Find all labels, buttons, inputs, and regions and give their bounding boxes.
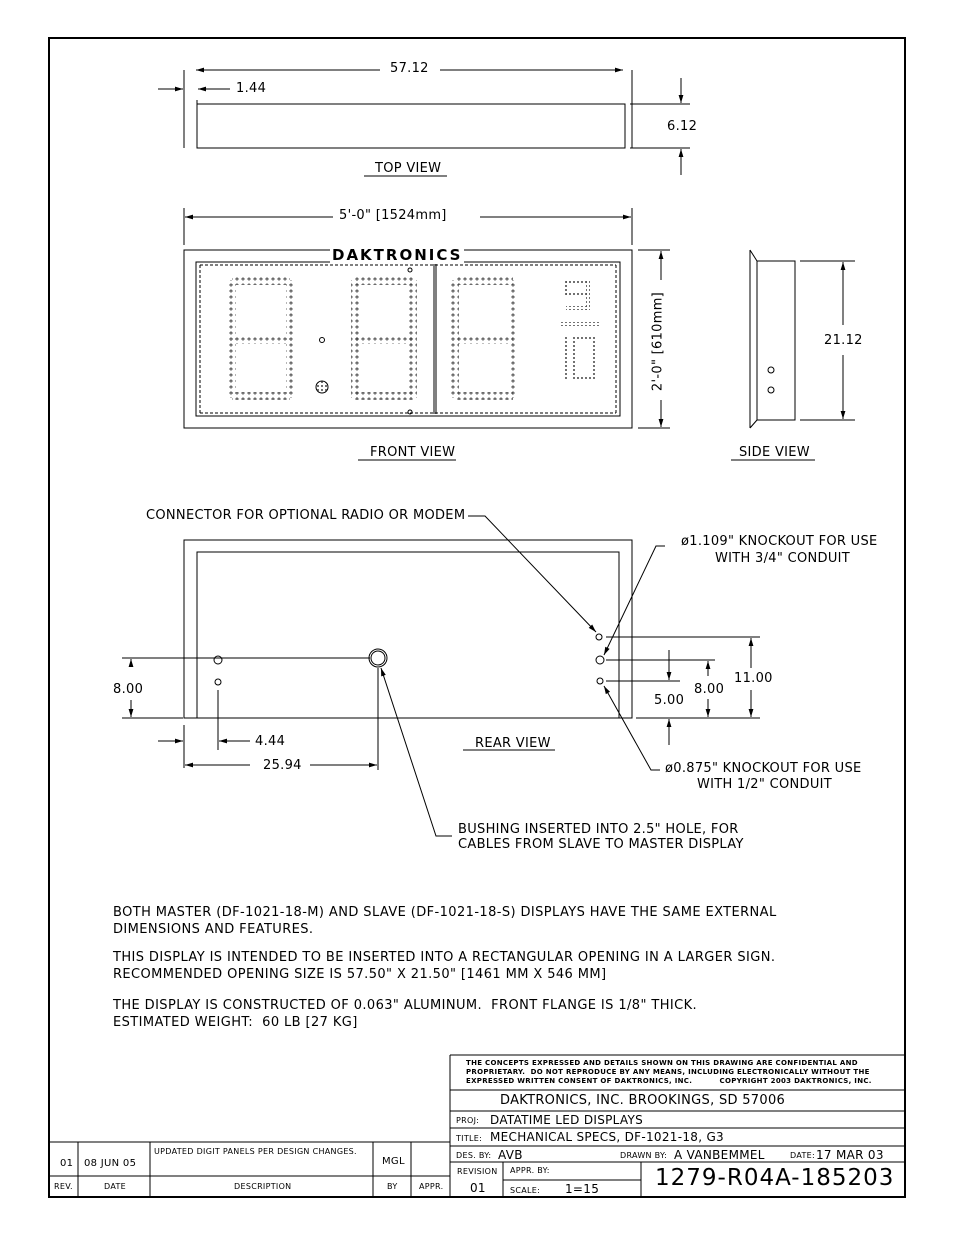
rear-bushing-x-dim: 25.94 xyxy=(263,758,302,773)
revision-row-by: MGL xyxy=(382,1156,405,1167)
revision-row-description: UPDATED DIGIT PANELS PER DESIGN CHANGES. xyxy=(154,1147,357,1156)
revision-row-rev: 01 xyxy=(60,1158,74,1169)
brand-logo: DAKTRONICS xyxy=(332,246,463,264)
rear-right-5-dim: 5.00 xyxy=(654,693,685,708)
drawn-by: A VANBEMMEL xyxy=(674,1148,765,1162)
front-view-height-dim: 2'-0" [610mm] xyxy=(650,291,666,392)
top-view-width-dim: 57.12 xyxy=(390,61,429,76)
des-by-label: DES. BY: xyxy=(456,1151,492,1160)
drawing-title: MECHANICAL SPECS, DF-1021-18, G3 xyxy=(490,1130,724,1144)
title-label: TITLE: xyxy=(456,1134,483,1143)
callout-knockout-small-line2: WITH 1/2" CONDUIT xyxy=(697,777,833,792)
rear-left-height-dim: 8.00 xyxy=(113,682,144,697)
company-name: DAKTRONICS, INC. BROOKINGS, SD 57006 xyxy=(500,1093,786,1108)
callout-connector: CONNECTOR FOR OPTIONAL RADIO OR MODEM xyxy=(146,508,466,523)
revision-header-by: BY xyxy=(387,1182,398,1191)
top-view-depth-dim: 6.12 xyxy=(667,119,698,134)
rear-right-8-dim: 8.00 xyxy=(694,682,725,697)
note-3: THE DISPLAY IS CONSTRUCTED OF 0.063" ALUMINUM. FRONT FLANGE IS 1/8" THICK. ESTIMATED WEIGHT: 60 LB [27 KG] xyxy=(113,998,698,1030)
note-1: BOTH MASTER (DF-1021-18-M) AND SLAVE (DF-1021-18-S) DISPLAYS HAVE THE SAME EXTERNAL DIMENSIONS AND FEATURES. xyxy=(113,905,777,937)
front-view-label: FRONT VIEW xyxy=(370,445,456,460)
drawing-number: 1279-R04A-185203 xyxy=(655,1165,895,1191)
side-view-height-dim: 21.12 xyxy=(824,333,863,348)
top-view-label: TOP VIEW xyxy=(375,161,442,176)
project-name: DATATIME LED DISPLAYS xyxy=(490,1113,644,1127)
callout-knockout-small-line1: ø0.875" KNOCKOUT FOR USE xyxy=(665,761,862,776)
top-view-offset-dim: 1.44 xyxy=(236,81,267,96)
callout-bushing-line1: BUSHING INSERTED INTO 2.5" HOLE, FOR xyxy=(458,822,739,837)
scale-label: SCALE: xyxy=(510,1186,541,1195)
designed-by: AVB xyxy=(498,1148,523,1162)
callout-knockout-large-line2: WITH 3/4" CONDUIT xyxy=(715,551,851,566)
callout-bushing-line2: CABLES FROM SLAVE TO MASTER DISPLAY xyxy=(458,837,744,852)
revision-header-date: DATE xyxy=(104,1182,127,1191)
rear-view-label: REAR VIEW xyxy=(475,736,551,751)
led-digits xyxy=(228,277,600,400)
proj-label: PROJ: xyxy=(456,1116,480,1125)
revision-row-date: 08 JUN 05 xyxy=(84,1158,137,1169)
callout-knockout-large-line1: ø1.109" KNOCKOUT FOR USE xyxy=(681,534,878,549)
side-view-drawing xyxy=(731,250,855,460)
note-2: THIS DISPLAY IS INTENDED TO BE INSERTED INTO A RECTANGULAR OPENING IN A LARGER SIGN. RECOMMENDED OPENING SIZE IS 57.50" X 21.50" [1461 MM X 546 MM] xyxy=(113,950,776,982)
drawing-date: 17 MAR 03 xyxy=(816,1148,884,1162)
front-view-width-dim: 5'-0" [1524mm] xyxy=(339,208,447,223)
revision-number: 01 xyxy=(470,1181,486,1195)
date-label: DATE: xyxy=(790,1151,816,1160)
confidential-notice: THE CONCEPTS EXPRESSED AND DETAILS SHOWN ON THIS DRAWING ARE CONFIDENTIAL AND PROPRIETARY. DO NOT REPRODUCE BY ANY MEANS, INCLUDING ELECTRONICALLY WITHOUT THE EXPRESSED WRITTEN CONSENT OF DAKTRONICS, INC. COPYRIGHT 2003 DAKTRONICS, INC. xyxy=(466,1059,872,1085)
rear-view-drawing xyxy=(122,516,760,836)
drawn-by-label: DRAWN BY: xyxy=(620,1151,668,1160)
side-view-label: SIDE VIEW xyxy=(739,445,810,460)
revision-header-rev: REV. xyxy=(54,1182,73,1191)
rear-right-11-dim: 11.00 xyxy=(734,671,773,686)
revision-header-appr: APPR. xyxy=(419,1182,444,1191)
appr-by-label: APPR. BY: xyxy=(510,1166,550,1175)
revision-header-description: DESCRIPTION xyxy=(234,1182,292,1191)
revision-label: REVISION xyxy=(457,1167,498,1176)
scale-value: 1=15 xyxy=(565,1182,600,1196)
rear-left-offset-dim: 4.44 xyxy=(255,734,286,749)
